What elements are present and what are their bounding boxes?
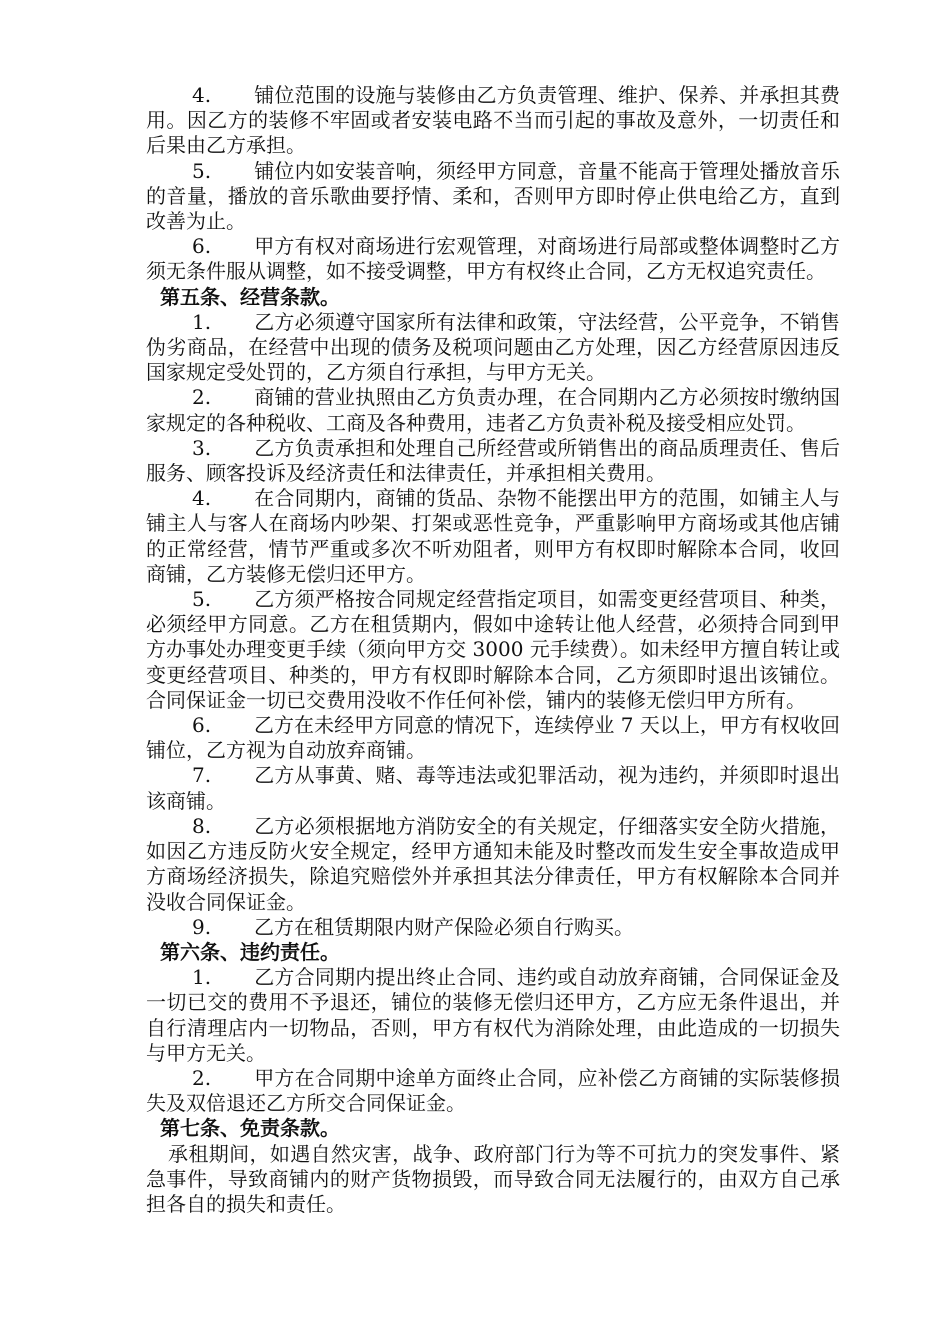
clause-number: 1. — [192, 965, 212, 990]
clause-number: 8. — [192, 813, 212, 838]
clause-item — [146, 763, 840, 813]
clause-text: 商铺的营业执照由乙方负责办理，在合同期内乙方必须按时缴纳国家规定的各种税收、工商及各种费用，违者乙方负责补税及接受相应处罚。 — [146, 385, 840, 435]
clause-item — [146, 159, 840, 235]
clause-number: 6. — [192, 234, 212, 259]
clause-number: 5. — [192, 158, 212, 183]
clause-text: 乙方合同期内提出终止合同、违约或自动放弃商铺，合同保证金及一切已交的费用不予退还，铺位的装修无偿归还甲方，乙方应无条件退出，并自行清理店内一切物品，否则，甲方有权代为消除处理，由此造成的一切损失与甲方无关。 — [146, 965, 840, 1065]
clause-item — [146, 713, 840, 763]
clause-number: 2. — [192, 1065, 212, 1090]
clause-item — [146, 1066, 840, 1116]
clause-number: 4. — [192, 83, 212, 107]
clause-item — [146, 587, 840, 713]
section-heading: 第七条、免责条款。 — [160, 1116, 340, 1141]
clause-item — [146, 385, 840, 435]
clause-item — [146, 310, 840, 386]
clause-number: 5. — [192, 587, 212, 612]
clause-text: 乙方须严格按合同规定经营指定项目，如需变更经营项目、种类，必须经甲方同意。乙方在租赁期内，假如中途转让他人经营，必须持合同到甲方办事处办理变更手续（须向甲方交 3000 元手续费）。如未经甲方擅自转让或变更经营项目、种类的，甲方有权即时解除本合同，乙方须即时退出该铺位。合同保证金一切已交费用没收不作任何补偿，铺内的装修无偿归甲方所有。 — [146, 587, 840, 712]
clause-item — [146, 486, 840, 587]
clause-text: 铺位范围的设施与装修由乙方负责管理、维护、保养、并承担其费用。因乙方的装修不牢固或者安装电路不当而引起的事故及意外，一切责任和后果由乙方承担。 — [146, 83, 840, 158]
clause-item — [146, 436, 840, 486]
clause-number: 3. — [192, 435, 212, 460]
clause-text: 乙方必须遵守国家所有法律和政策，守法经营，公平竞争，不销售伪劣商品，在经营中出现的债务及税项问题由乙方处理，因乙方经营原因违反国家规定受处罚的，乙方须自行承担，与甲方无关。 — [146, 309, 840, 385]
clause-text: 铺位内如安装音响，须经甲方同意，音量不能高于管理处播放音乐的音量，播放的音乐歌曲要抒情、柔和，否则甲方即时停止供电给乙方，直到改善为止。 — [146, 158, 840, 234]
clause-number: 4. — [192, 486, 212, 511]
clause-text: 乙方负责承担和处理自己所经营或所销售出的商品质理责任、售后服务、顾客投诉及经济责任和法律责任，并承担相关费用。 — [146, 435, 840, 486]
clause-number: 1. — [192, 309, 212, 334]
clause-text: 甲方有权对商场进行宏观管理，对商场进行局部或整体调整时乙方须无条件服从调整，如不接受调整，甲方有权终止合同，乙方无权追究责任。 — [146, 234, 840, 284]
clause-text: 乙方在租赁期限内财产保险必须自行购买。 — [254, 914, 634, 939]
clause-text: 乙方必须根据地方消防安全的有关规定，仔细落实安全防火措施，如因乙方违反防火安全规定，经甲方通知未能及时整改而发生安全事故造成甲方商场经济损失，除追究赔偿外并承担其法分律责任，甲方有权解除本合同并没收合同保证金。 — [146, 813, 840, 914]
clause-text: 乙方在未经甲方同意的情况下，连续停业 7 天以上，甲方有权收回铺位，乙方视为自动放弃商铺。 — [146, 713, 840, 763]
clause-number: 7. — [192, 763, 212, 788]
clause-item — [146, 915, 840, 940]
clause-text: 甲方在合同期中途单方面终止合同，应补偿乙方商铺的实际装修损失及双倍退还乙方所交合同保证金。 — [146, 1065, 840, 1116]
clause-text: 在合同期内，商铺的货品、杂物不能摆出甲方的范围，如铺主人与铺主人与客人在商场内吵架、打架或恶性竞争，严重影响甲方商场或其他店铺的正常经营，情节严重或多次不听劝阻者，则甲方有权即时解除本合同，收回商铺，乙方装修无偿归还甲方。 — [146, 486, 840, 586]
contract-page — [146, 83, 840, 1217]
clause-text: 乙方从事黄、赌、毒等违法或犯罪活动，视为违约，并须即时退出该商铺。 — [146, 763, 840, 813]
clause-number: 2. — [192, 385, 212, 410]
clause-number: 6. — [192, 713, 212, 738]
clause-item — [146, 234, 840, 284]
clause-item — [146, 965, 840, 1066]
clause-item — [146, 83, 840, 159]
clause-number: 9. — [192, 914, 212, 939]
section-heading: 第六条、违约责任。 — [160, 939, 340, 964]
section-heading: 第五条、经营条款。 — [160, 284, 340, 309]
clause-paragraph: 承租期间，如遇自然灾害，战争、政府部门行为等不可抗力的突发事件、紧急事件，导致商铺内的财产货物损毁，而导致合同无法履行的，由双方自己承担各自的损失和责任。 — [146, 1141, 840, 1216]
clause-item — [146, 814, 840, 915]
